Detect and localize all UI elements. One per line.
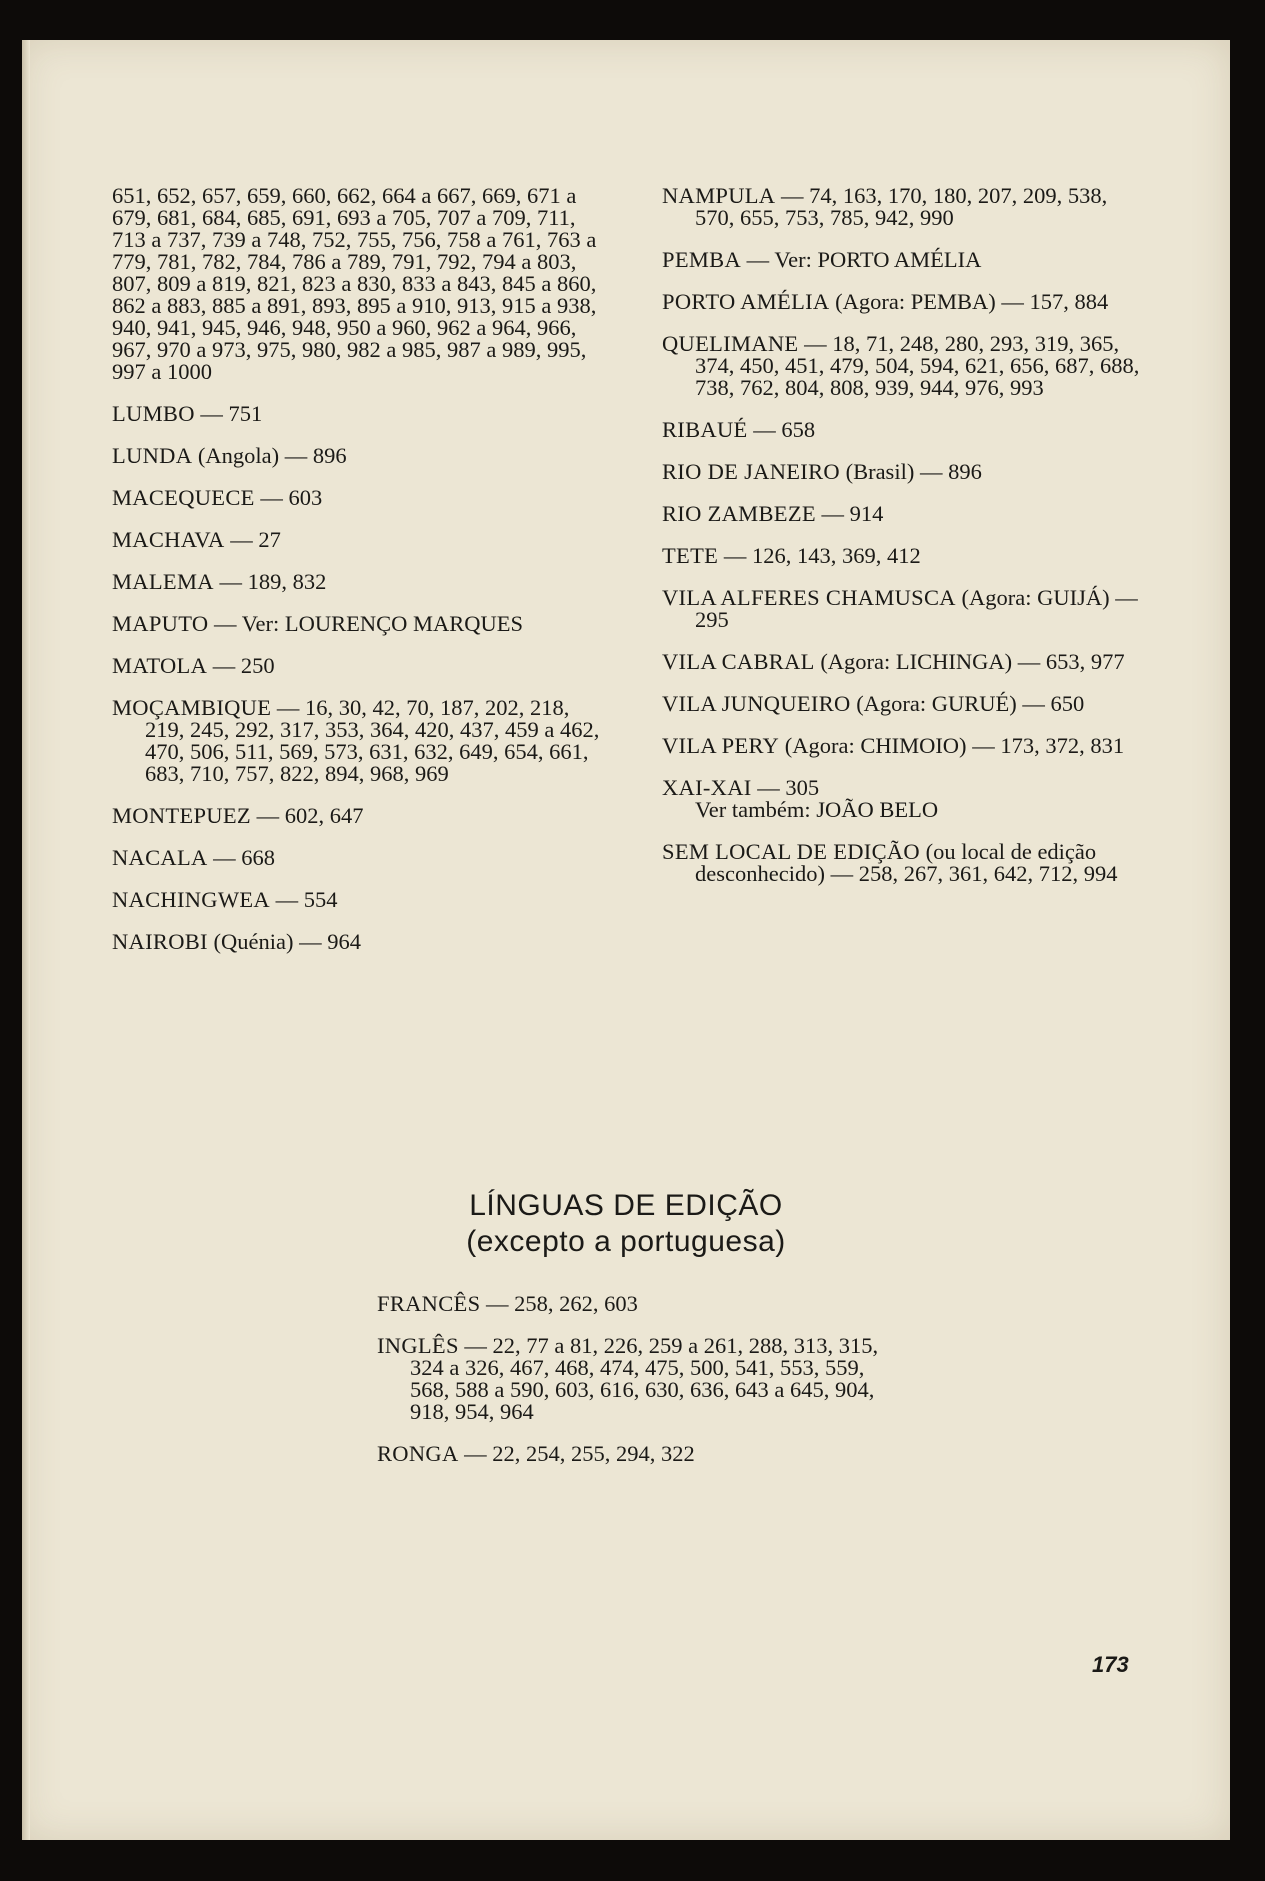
index-entry: [662, 693, 1152, 715]
entry-dash: —: [224, 527, 259, 552]
index-entry: [662, 503, 1152, 525]
entry-note: (Agora: GURUÉ): [850, 691, 1017, 716]
entry-references: 74, 163, 170, 180, 207, 209, 538, 570, 655, 753, 785, 942, 990: [695, 183, 1108, 230]
entry-heading: NACHINGWEA: [112, 887, 270, 912]
section-title: LÍNGUAS DE EDIÇÃO: [469, 1189, 783, 1222]
entry-note: (Agora: PEMBA): [829, 289, 996, 314]
entry-references: 189, 832: [247, 569, 327, 594]
entry-heading: VILA CABRAL: [662, 649, 815, 674]
entry-note: (Brasil): [839, 459, 915, 484]
entry-dash: —: [293, 929, 328, 954]
index-entry: [112, 889, 602, 911]
index-entry: [662, 461, 1152, 483]
entry-references: 650: [1050, 691, 1085, 716]
entry-heading: RONGA: [377, 1441, 459, 1466]
entry-references: 305: [785, 775, 820, 800]
index-entry: [662, 419, 1152, 441]
entry-note: (Agora: LICHINGA): [814, 649, 1013, 674]
entry-heading: MALEMA: [112, 569, 214, 594]
entry-references: 603: [288, 485, 323, 510]
index-entry: [662, 291, 1152, 313]
entry-dash: —: [747, 417, 782, 442]
entry-heading: NAMPULA: [662, 183, 776, 208]
index-column-left: [112, 185, 602, 973]
entry-heading: SEM LOCAL DE EDIÇÃO: [662, 839, 920, 864]
entry-dash: —: [815, 501, 850, 526]
index-entry: [112, 185, 602, 383]
index-entry: [662, 333, 1152, 399]
index-entry: [662, 777, 1152, 821]
index-entry: [112, 529, 602, 551]
entry-heading: RIBAUÉ: [662, 417, 748, 442]
entry-heading: VILA JUNQUEIRO: [662, 691, 851, 716]
entry-references: Ver: LOURENÇO MARQUES: [241, 611, 523, 636]
entry-note: (Agora: CHIMOIO): [779, 733, 967, 758]
entry-dash: —: [1109, 585, 1138, 610]
entry-heading: MONTEPUEZ: [112, 803, 251, 828]
index-entry: [662, 249, 1152, 271]
languages-list: [377, 1293, 897, 1485]
entry-heading: QUELIMANE: [662, 331, 799, 356]
entry-heading: XAI-XAI: [662, 775, 752, 800]
entry-dash: —: [250, 803, 285, 828]
entry-dash: —: [271, 695, 306, 720]
index-column-right: [662, 185, 1152, 905]
index-entry: [377, 1293, 897, 1315]
index-entry: [662, 841, 1152, 885]
entry-references: 258, 267, 361, 642, 712, 994: [858, 861, 1118, 886]
entry-dash: —: [269, 887, 304, 912]
index-entry: [112, 571, 602, 593]
entry-references: 250: [240, 653, 275, 678]
entry-references: 27: [258, 527, 281, 552]
entry-references: 554: [303, 887, 338, 912]
index-entry: [112, 445, 602, 467]
entry-references: 914: [849, 501, 884, 526]
index-entry: [662, 545, 1152, 567]
entry-heading: TETE: [662, 543, 719, 568]
entry-dash: —: [824, 861, 859, 886]
index-entry: [377, 1335, 897, 1423]
section-heading: [22, 1188, 1230, 1260]
entry-continuation: 651, 652, 657, 659, 660, 662, 664 a 667, 669, 671 a 679, 681, 684, 685, 691, 693 a 705, 707 a 709, 711, 713 a 737, 739 a 748, 752, 755, 756, 758 a 761, 763 a 779, 781, 782, 784, 786 a 789, 791, 792, 794 a 803, 807, 809 a 819, 821, 823 a 830, 833 a 843, 845 a 860, 862 a 883, 885 a 891, 893, 895 a 910, 913, 915 a 938, 940, 941, 945, 946, 948, 950 a 960, 962 a 964, 966, 967, 970 a 973, 975, 980, 982 a 985, 987 a 989, 995, 997 a 1000: [112, 183, 597, 384]
entry-dash: —: [194, 401, 229, 426]
entry-heading: RIO ZAMBEZE: [662, 501, 816, 526]
entry-heading: PEMBA: [662, 247, 742, 272]
entry-heading: NAIROBI: [112, 929, 208, 954]
index-entry: [112, 403, 602, 425]
index-entry: [662, 735, 1152, 757]
entry-heading: RIO DE JANEIRO: [662, 459, 840, 484]
entry-references: Ver: PORTO AMÉLIA: [774, 247, 982, 272]
entry-heading: MATOLA: [112, 653, 208, 678]
book-page: [22, 40, 1230, 1840]
entry-note: (Quénia): [207, 929, 294, 954]
entry-note: (ou local de edição desconhecido): [695, 839, 1097, 886]
index-entry: [662, 587, 1152, 631]
entry-heading: INGLÊS: [377, 1333, 459, 1358]
entry-references: 668: [241, 845, 276, 870]
index-entry: [662, 185, 1152, 229]
entry-dash: —: [254, 485, 289, 510]
entry-heading: MACEQUECE: [112, 485, 255, 510]
entry-dash: —: [207, 845, 242, 870]
entry-dash: —: [279, 443, 313, 468]
entry-heading: VILA ALFERES CHAMUSCA: [662, 585, 956, 610]
page-number: 173: [1092, 1652, 1129, 1677]
index-entry: [662, 651, 1152, 673]
entry-dash: —: [718, 543, 752, 568]
entry-dash: —: [1016, 691, 1051, 716]
entry-references: 896: [312, 443, 347, 468]
section-subtitle: (excepto a portuguesa): [466, 1225, 786, 1258]
entry-references: 16, 30, 42, 70, 187, 202, 218, 219, 245, 292, 317, 353, 364, 420, 437, 459 a 462, 470, 506, 511, 569, 573, 631, 632, 649, 654, 661, 683, 710, 757, 822, 894, 968, 969: [145, 695, 600, 786]
entry-dash: —: [458, 1441, 493, 1466]
entry-references: 22, 77 a 81, 226, 259 a 261, 288, 313, 315, 324 a 326, 467, 468, 474, 475, 500, 541, 553, 559, 568, 588 a 590, 603, 616, 630, 636, 643 a 645, 904, 918, 954, 964: [410, 1333, 879, 1424]
entry-dash: —: [751, 775, 786, 800]
entry-heading: LUMBO: [112, 401, 195, 426]
entry-dash: —: [798, 331, 833, 356]
entry-dash: —: [966, 733, 1001, 758]
index-entry: [112, 847, 602, 869]
entry-references: 18, 71, 248, 280, 293, 319, 365, 374, 450, 451, 479, 504, 594, 621, 656, 687, 688, 738, 762, 804, 808, 939, 944, 976, 993: [695, 331, 1140, 400]
entry-references: 896: [948, 459, 982, 484]
entry-dash: —: [914, 459, 949, 484]
entry-dash: —: [995, 289, 1030, 314]
entry-references: 602, 647: [284, 803, 364, 828]
entry-see-also: Ver também: JOÃO BELO: [695, 797, 939, 822]
entry-dash: —: [480, 1291, 515, 1316]
entry-heading: MACHAVA: [112, 527, 225, 552]
entry-references: 22, 254, 255, 294, 322: [492, 1441, 695, 1466]
index-entry: [377, 1443, 897, 1465]
entry-references: 295: [695, 607, 729, 632]
entry-dash: —: [207, 653, 241, 678]
index-entry: [112, 931, 602, 953]
entry-references: 751: [228, 401, 263, 426]
entry-heading: VILA PERY: [662, 733, 780, 758]
entry-heading: LUNDA: [112, 443, 193, 468]
index-entry: [112, 613, 602, 635]
entry-dash: —: [775, 183, 810, 208]
entry-dash: —: [213, 569, 248, 594]
entry-dash: —: [208, 611, 242, 636]
index-entry: [112, 805, 602, 827]
entry-heading: MOÇAMBIQUE: [112, 695, 272, 720]
index-entry: [112, 655, 602, 677]
entry-references: 126, 143, 369, 412: [751, 543, 921, 568]
entry-references: 653, 977: [1045, 649, 1125, 674]
entry-heading: MAPUTO: [112, 611, 209, 636]
page-binding-shadow: [22, 40, 30, 1840]
entry-note: (Agora: GUIJÁ): [955, 585, 1110, 610]
entry-dash: —: [458, 1333, 493, 1358]
entry-dash: —: [741, 247, 775, 272]
entry-heading: NACALA: [112, 845, 208, 870]
index-entry: [112, 487, 602, 509]
entry-note: (Angola): [192, 443, 280, 468]
entry-dash: —: [1012, 649, 1046, 674]
entry-references: 173, 372, 831: [1000, 733, 1125, 758]
entry-references: 258, 262, 603: [514, 1291, 638, 1316]
entry-heading: FRANCÊS: [377, 1291, 481, 1316]
entry-references: 157, 884: [1029, 289, 1109, 314]
entry-heading: PORTO AMÉLIA: [662, 289, 830, 314]
index-entry: [112, 697, 602, 785]
entry-references: 964: [327, 929, 361, 954]
entry-references: 658: [781, 417, 816, 442]
